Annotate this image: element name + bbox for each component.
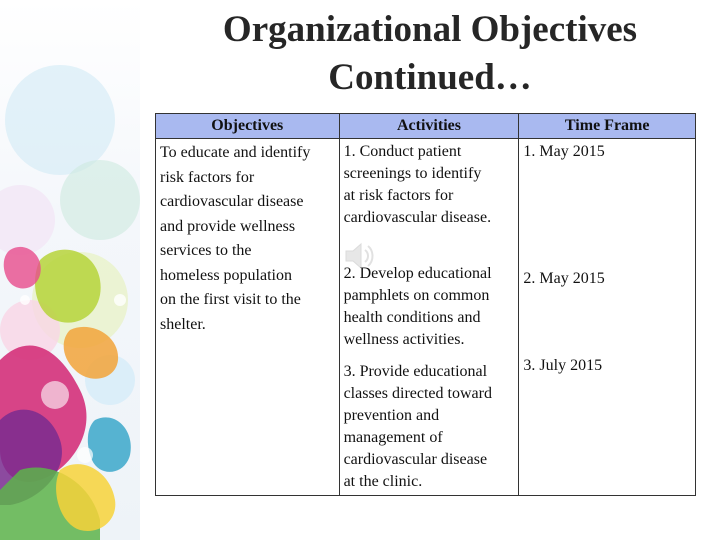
time-frame-3: 3. July 2015 — [523, 357, 603, 374]
slide-title-line-2: Continued… — [328, 57, 532, 98]
time-frame-1: 1. May 2015 — [523, 143, 605, 160]
decorative-side-art — [0, 0, 140, 540]
slide-title-line-1: Organizational Objectives — [222, 9, 638, 50]
header-time-frame: Time Frame — [519, 114, 696, 139]
objective-cell — [156, 139, 340, 496]
header-objectives: Objectives — [156, 114, 340, 139]
activities-cell — [339, 139, 519, 496]
activity-2: 2. Develop educational pamphlets on common health conditions and wellness activities. — [343, 265, 492, 348]
time-frame-cell — [519, 139, 696, 496]
header-activities: Activities — [339, 114, 519, 139]
activity-3: 3. Provide educational classes directed toward prevention and management of cardiovascular disease at the clinic. — [343, 363, 492, 490]
time-frame-2: 2. May 2015 — [523, 270, 605, 287]
activity-1: 1. Conduct patient screenings to identify at risk factors for cardiovascular disease. — [343, 143, 492, 226]
objectives-table — [155, 113, 696, 496]
table-header-row — [156, 114, 696, 139]
objective-text: To educate and identify risk factors for cardiovascular disease and provide wellness services to the homeless population on the first visit to the shelter. — [160, 144, 311, 333]
slide-title — [140, 6, 720, 102]
table-row — [156, 139, 696, 496]
speaker-icon[interactable] — [342, 239, 376, 273]
